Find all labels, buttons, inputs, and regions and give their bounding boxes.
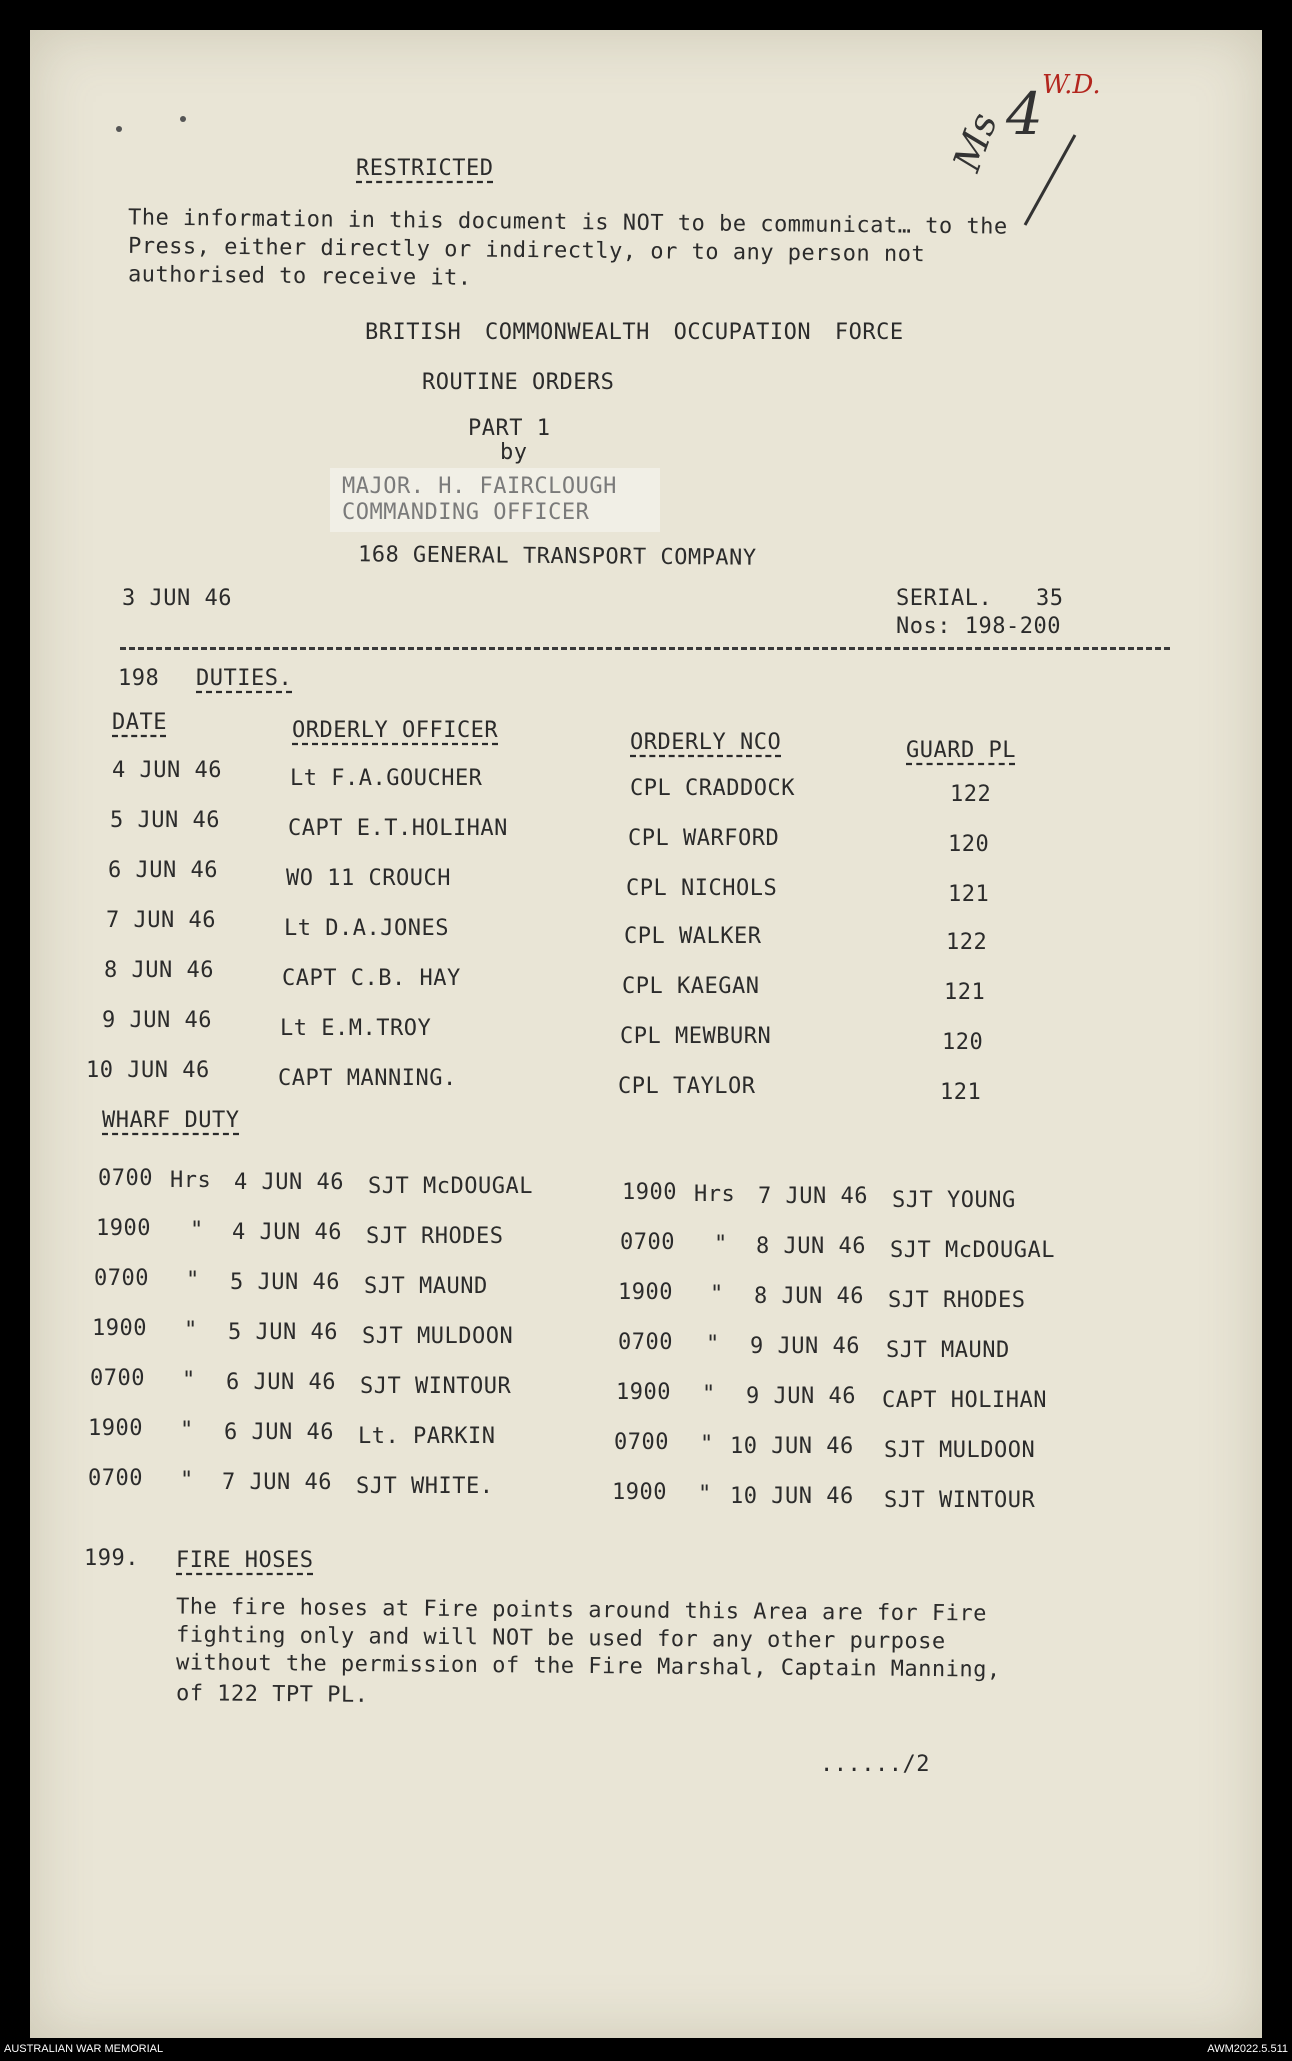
order-numbers: Nos: 198-200 xyxy=(896,614,1061,639)
wharf-time: 0700 xyxy=(98,1166,153,1191)
row-guard: 122 xyxy=(950,782,992,807)
wharf-date: 10 JUN 46 xyxy=(730,1434,854,1459)
by-label: by xyxy=(500,440,528,465)
serial-number: 35 xyxy=(1036,586,1064,611)
row-nco: CPL KAEGAN xyxy=(622,974,760,999)
wharf-time: 1900 xyxy=(612,1480,667,1505)
wharf-mark: " xyxy=(180,1468,194,1493)
wharf-mark: " xyxy=(714,1232,728,1257)
row-officer: Lt E.M.TROY xyxy=(280,1016,432,1041)
wharf-name: SJT RHODES xyxy=(366,1224,504,1249)
wharf-time: 1900 xyxy=(616,1380,671,1405)
wharf-date: 6 JUN 46 xyxy=(224,1420,334,1445)
wharf-name: SJT WINTOUR xyxy=(884,1488,1036,1513)
wharf-mark: " xyxy=(180,1418,194,1443)
wharf-time: 1900 xyxy=(92,1316,147,1341)
row-date: 4 JUN 46 xyxy=(112,758,222,783)
wharf-mark: " xyxy=(186,1268,200,1293)
punch-mark xyxy=(116,126,122,132)
wharf-name: SJT RHODES xyxy=(888,1288,1026,1313)
row-nco: CPL CRADDOCK xyxy=(630,776,795,801)
row-date: 9 JUN 46 xyxy=(102,1008,212,1033)
row-officer: CAPT E.T.HOLIHAN xyxy=(288,816,508,841)
wharf-name: SJT WHITE. xyxy=(356,1474,494,1499)
row-guard: 121 xyxy=(948,882,990,907)
wharf-mark: " xyxy=(182,1368,196,1393)
footer-credit: AUSTRALIAN WAR MEMORIAL xyxy=(4,2043,164,2055)
col-orderly-officer: ORDERLY OFFICER xyxy=(292,718,499,743)
fire-line-1: The fire hoses at Fire points around this Area are for Fire xyxy=(175,1594,988,1627)
fire-line-4: of 122 TPT PL. xyxy=(175,1681,369,1708)
restricted-heading: RESTRICTED xyxy=(356,156,494,181)
company-name: 168 GENERAL TRANSPORT COMPANY xyxy=(357,542,757,571)
wharf-name: SJT McDOUGAL xyxy=(368,1174,533,1199)
row-officer: WO 11 CROUCH xyxy=(286,866,451,891)
wharf-heading: WHARF DUTY xyxy=(102,1108,240,1133)
punch-mark xyxy=(180,116,186,122)
document-page xyxy=(30,30,1262,2038)
row-guard: 121 xyxy=(940,1080,982,1105)
wharf-mark: Hrs xyxy=(170,1168,212,1193)
row-officer: CAPT MANNING. xyxy=(278,1066,457,1091)
wharf-mark: " xyxy=(184,1318,198,1343)
row-officer: Lt D.A.JONES xyxy=(284,916,449,941)
wharf-date: 6 JUN 46 xyxy=(226,1370,336,1395)
footer-accession: AWM2022.5.511 xyxy=(1207,2043,1288,2055)
col-date: DATE xyxy=(112,710,167,735)
wharf-name: SJT McDOUGAL xyxy=(890,1238,1055,1263)
duties-heading: DUTIES. xyxy=(196,666,293,691)
wharf-name: SJT MULDOON xyxy=(884,1438,1036,1463)
row-date: 10 JUN 46 xyxy=(86,1058,210,1083)
notice-line-3: authorised to receive it. xyxy=(127,262,472,291)
notice-line-1: The information in this document is NOT to be communicat… to the xyxy=(127,205,1008,240)
title-routine-orders: ROUTINE ORDERS xyxy=(422,370,615,395)
wharf-date: 9 JUN 46 xyxy=(746,1384,856,1409)
title-occupation-force: BRITISH COMMONWEALTH OCCUPATION FORCE xyxy=(365,320,904,345)
wharf-date: 8 JUN 46 xyxy=(756,1234,866,1259)
wharf-time: 0700 xyxy=(90,1366,145,1391)
fire-heading: FIRE HOSES xyxy=(176,1548,314,1573)
wharf-time: 0700 xyxy=(94,1266,149,1291)
wharf-mark: Hrs xyxy=(694,1182,736,1207)
row-guard: 120 xyxy=(942,1030,984,1055)
stamp-name: MAJOR. H. FAIRCLOUGH xyxy=(342,474,617,499)
row-guard: 122 xyxy=(946,930,988,955)
wharf-date: 8 JUN 46 xyxy=(754,1284,864,1309)
wharf-time: 1900 xyxy=(96,1216,151,1241)
row-officer: Lt F.A.GOUCHER xyxy=(290,766,483,791)
row-nco: CPL MEWBURN xyxy=(620,1024,772,1049)
duties-number: 198 xyxy=(118,666,160,691)
row-nco: CPL NICHOLS xyxy=(626,876,778,901)
wharf-time: 0700 xyxy=(618,1330,673,1355)
row-date: 6 JUN 46 xyxy=(108,858,218,883)
order-date: 3 JUN 46 xyxy=(122,586,232,611)
wharf-date: 4 JUN 46 xyxy=(232,1220,342,1245)
fire-number: 199. xyxy=(84,1546,139,1571)
wharf-date: 7 JUN 46 xyxy=(222,1470,332,1495)
row-guard: 120 xyxy=(948,832,990,857)
row-date: 5 JUN 46 xyxy=(110,808,220,833)
wharf-mark: " xyxy=(700,1432,714,1457)
part-label: PART 1 xyxy=(468,416,551,441)
wharf-mark: " xyxy=(706,1332,720,1357)
wharf-date: 4 JUN 46 xyxy=(234,1170,344,1195)
wharf-name: SJT MULDOON xyxy=(362,1324,514,1349)
annotation-left: Ms xyxy=(944,107,1006,177)
wharf-date: 5 JUN 46 xyxy=(230,1270,340,1295)
row-date: 8 JUN 46 xyxy=(104,958,214,983)
stamp-title: COMMANDING OFFICER xyxy=(342,500,590,525)
wharf-time: 1900 xyxy=(618,1280,673,1305)
divider xyxy=(120,647,1170,650)
fire-line-2: fighting only and will NOT be used for any other purpose xyxy=(175,1622,946,1655)
wharf-time: 1900 xyxy=(622,1180,677,1205)
wharf-mark: " xyxy=(698,1482,712,1507)
notice-line-2: Press, either directly or indirectly, or to any person not xyxy=(127,233,926,268)
annotation-slash-icon xyxy=(1020,130,1080,230)
wharf-time: 0700 xyxy=(620,1230,675,1255)
row-nco: CPL WARFORD xyxy=(628,826,780,851)
wharf-mark: " xyxy=(190,1218,204,1243)
wharf-name: SJT MAUND xyxy=(364,1274,488,1299)
wharf-mark: " xyxy=(710,1282,724,1307)
wharf-name: SJT WINTOUR xyxy=(360,1374,512,1399)
wharf-date: 7 JUN 46 xyxy=(758,1184,868,1209)
row-officer: CAPT C.B. HAY xyxy=(282,966,461,991)
serial-label: SERIAL. xyxy=(896,586,993,611)
row-guard: 121 xyxy=(944,980,986,1005)
wharf-time: 0700 xyxy=(88,1466,143,1491)
wharf-date: 9 JUN 46 xyxy=(750,1334,860,1359)
wharf-time: 1900 xyxy=(88,1416,143,1441)
wharf-time: 0700 xyxy=(614,1430,669,1455)
wharf-mark: " xyxy=(702,1382,716,1407)
annotation-wd: W.D. xyxy=(1042,70,1101,100)
row-date: 7 JUN 46 xyxy=(106,908,216,933)
row-nco: CPL TAYLOR xyxy=(618,1074,756,1099)
wharf-date: 10 JUN 46 xyxy=(730,1484,854,1509)
col-guard-pl: GUARD PL xyxy=(906,738,1016,763)
row-nco: CPL WALKER xyxy=(624,924,762,949)
wharf-name: SJT MAUND xyxy=(886,1338,1010,1363)
wharf-name: Lt. PARKIN xyxy=(358,1424,496,1449)
page-continuation: ....../2 xyxy=(820,1752,930,1777)
wharf-name: SJT YOUNG xyxy=(892,1188,1016,1213)
wharf-name: CAPT HOLIHAN xyxy=(882,1388,1047,1413)
col-orderly-nco: ORDERLY NCO xyxy=(630,730,782,755)
annotation-number: 4 xyxy=(1006,80,1043,148)
wharf-date: 5 JUN 46 xyxy=(228,1320,338,1345)
fire-line-3: without the permission of the Fire Marshal, Captain Manning, xyxy=(175,1650,1001,1683)
